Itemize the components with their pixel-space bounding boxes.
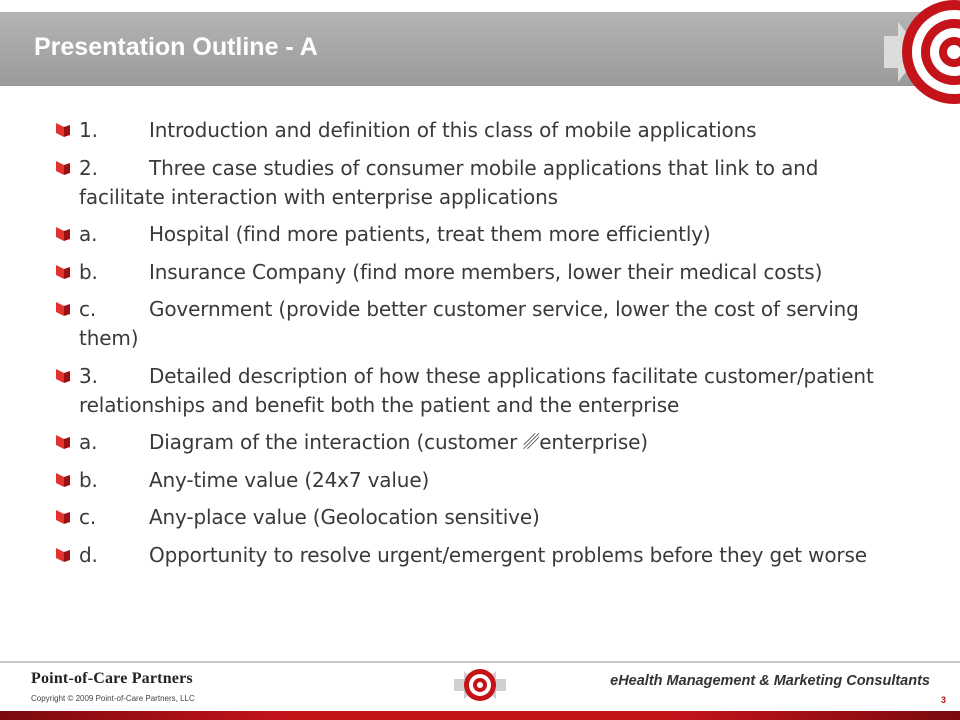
bullet-item — [56, 428, 906, 457]
bullet-item — [56, 362, 906, 420]
bullet-item — [56, 541, 906, 570]
bullet-icon — [56, 369, 70, 383]
bullet-index: a. — [79, 430, 98, 454]
bullet-text: Diagram of the interaction (customer ␥enterprise) — [149, 430, 648, 454]
bullet-index: c. — [79, 505, 97, 529]
bullet-index: b. — [79, 467, 98, 492]
bullet-item — [56, 258, 906, 287]
bullet-index: c. — [79, 297, 97, 321]
bullet-index: b. — [79, 259, 98, 284]
bullet-icon — [56, 123, 70, 137]
footer-target-icon — [450, 657, 510, 713]
footer-tagline: eHealth Management & Marketing Consultants — [610, 673, 930, 689]
footer-brand-logo: Point-of-Care Partners — [31, 670, 193, 687]
bullet-item — [56, 154, 906, 212]
bullet-icon — [56, 161, 70, 175]
bullet-text: Three case studies of consumer mobile applications that link to and facilitate interaction with enterprise applications — [79, 155, 819, 209]
bullet-text: Insurance Company (find more members, lower their medical costs) — [149, 259, 823, 284]
bullet-icon — [56, 473, 70, 487]
bullet-text: Any-time value (24x7 value) — [149, 467, 430, 492]
bullet-item — [56, 116, 906, 145]
target-logo-icon — [884, 0, 960, 104]
copyright-text: Copyright © 2009 Point-of-Care Partners, LLC — [31, 694, 195, 703]
bullet-text: Introduction and definition of this class of mobile applications — [149, 118, 757, 142]
bullet-index: 1. — [79, 118, 98, 142]
bullet-index: 2. — [79, 155, 98, 180]
slide-title: Presentation Outline - A — [34, 33, 318, 61]
bullet-icon — [56, 302, 70, 316]
bullet-list — [56, 116, 906, 578]
bullet-index: a. — [79, 222, 98, 246]
bullet-text: Hospital (find more patients, treat them more efficiently) — [149, 222, 711, 246]
bullet-icon — [56, 548, 70, 562]
bullet-index: 3. — [79, 363, 98, 388]
title-bar — [0, 12, 940, 86]
footer-band — [0, 711, 960, 720]
bullet-text: Government (provide better customer service, lower the cost of serving them) — [79, 297, 859, 350]
bullet-icon — [56, 227, 70, 241]
bullet-icon — [56, 510, 70, 524]
bullet-item — [56, 220, 906, 249]
bullet-item — [56, 295, 906, 353]
bullet-text: Opportunity to resolve urgent/emergent problems before they get worse — [149, 542, 867, 567]
page-number: 3 — [940, 695, 946, 705]
bullet-item — [56, 466, 906, 495]
bullet-icon — [56, 435, 70, 449]
bullet-icon — [56, 265, 70, 279]
bullet-item — [56, 503, 906, 532]
bullet-text: Any-place value (Geolocation sensitive) — [149, 505, 540, 529]
bullet-text: Detailed description of how these applications facilitate customer/patient relationships and benefit both the patient and the enterprise — [79, 363, 874, 417]
bullet-index: d. — [79, 542, 98, 567]
